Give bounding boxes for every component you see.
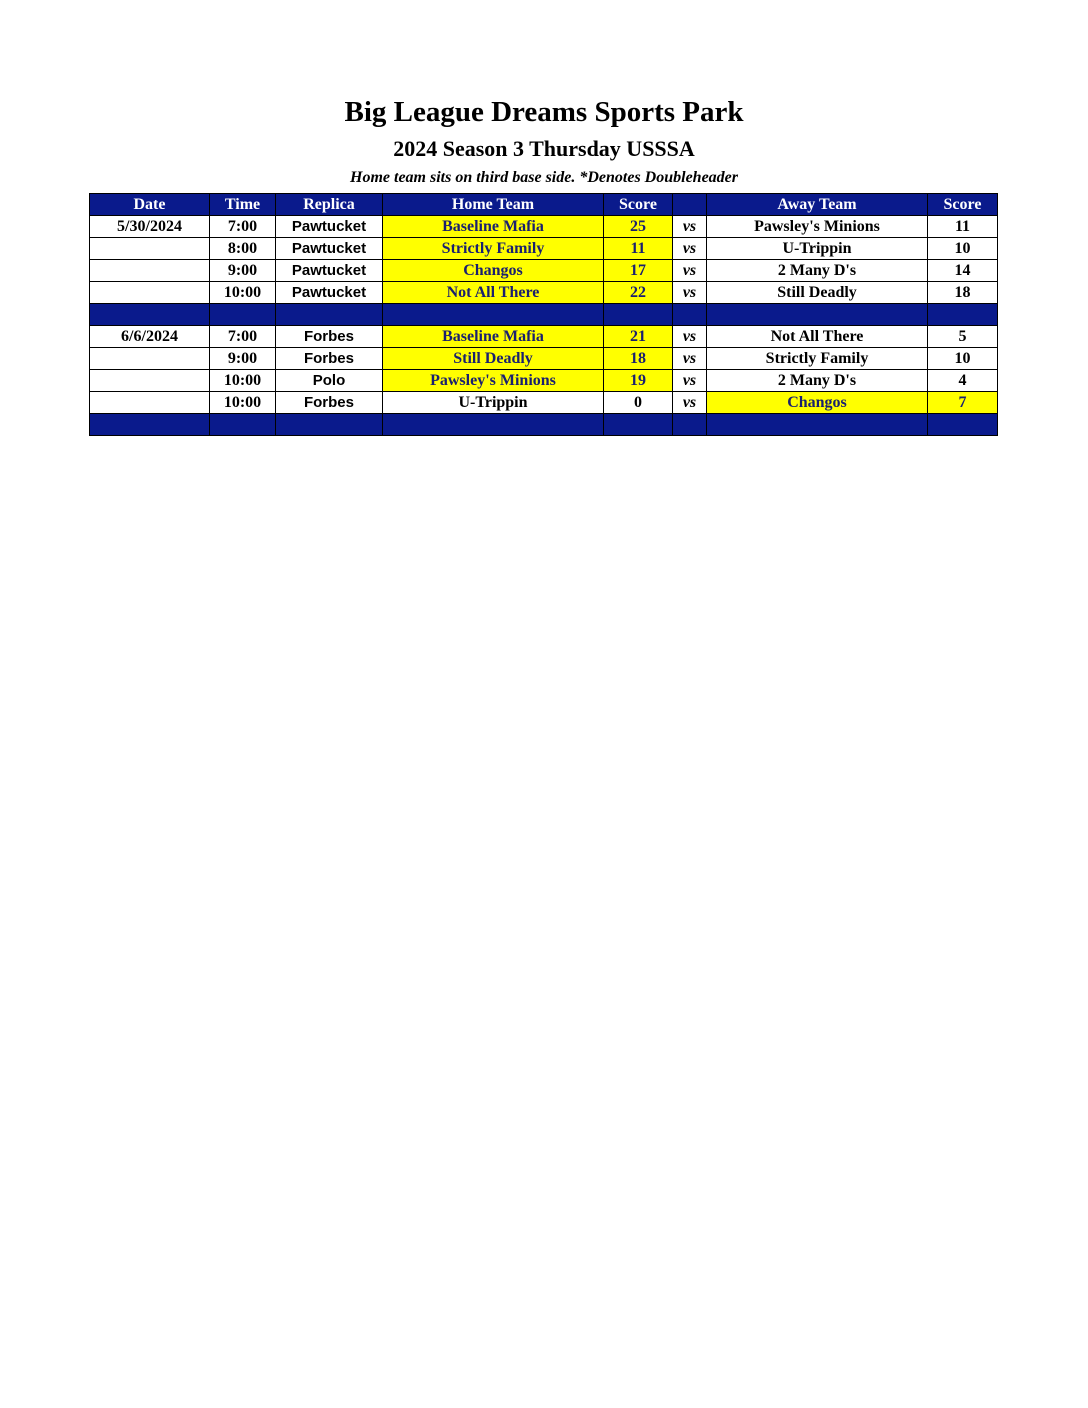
- replica-cell: Forbes: [276, 392, 383, 414]
- separator-cell: [928, 304, 998, 326]
- home-score-cell: 11: [604, 238, 673, 260]
- date-cell: [90, 260, 210, 282]
- separator-cell: [673, 304, 707, 326]
- col-header-home-score: Score: [604, 194, 673, 216]
- home-score-cell: 18: [604, 348, 673, 370]
- table-row: [90, 260, 998, 282]
- home-team-cell: Baseline Mafia: [383, 326, 604, 348]
- replica-cell: Pawtucket: [276, 216, 383, 238]
- away-team-cell: Still Deadly: [707, 282, 928, 304]
- page-title: Big League Dreams Sports Park: [344, 96, 744, 128]
- table-row: [90, 216, 998, 238]
- away-score-cell: 5: [928, 326, 998, 348]
- away-score-cell: 14: [928, 260, 998, 282]
- separator-cell: [604, 414, 673, 436]
- vs-cell: vs: [673, 260, 707, 282]
- home-team-cell: Changos: [383, 260, 604, 282]
- home-team-cell: Strictly Family: [383, 238, 604, 260]
- schedule-table: [89, 193, 998, 436]
- table-row: [90, 348, 998, 370]
- replica-cell: Forbes: [276, 348, 383, 370]
- date-cell: 5/30/2024: [90, 216, 210, 238]
- separator-cell: [673, 414, 707, 436]
- table-row: [90, 392, 998, 414]
- replica-cell: Pawtucket: [276, 238, 383, 260]
- col-header-home-team: Home Team: [383, 194, 604, 216]
- time-cell: 7:00: [210, 326, 276, 348]
- separator-cell: [90, 304, 210, 326]
- col-header-date: Date: [90, 194, 210, 216]
- replica-cell: Pawtucket: [276, 260, 383, 282]
- away-team-cell: Strictly Family: [707, 348, 928, 370]
- separator-cell: [383, 414, 604, 436]
- table-header-row: [90, 194, 998, 216]
- home-team-cell: U-Trippin: [383, 392, 604, 414]
- away-score-cell: 7: [928, 392, 998, 414]
- col-header-vs: [673, 194, 707, 216]
- separator-cell: [276, 304, 383, 326]
- home-score-cell: 21: [604, 326, 673, 348]
- separator-cell: [383, 304, 604, 326]
- away-score-cell: 18: [928, 282, 998, 304]
- table-row: [90, 238, 998, 260]
- separator-row: [90, 414, 998, 436]
- away-score-cell: 10: [928, 348, 998, 370]
- col-header-time: Time: [210, 194, 276, 216]
- away-team-cell: Pawsley's Minions: [707, 216, 928, 238]
- date-cell: 6/6/2024: [90, 326, 210, 348]
- home-score-cell: 19: [604, 370, 673, 392]
- away-team-cell: 2 Many D's: [707, 260, 928, 282]
- home-score-cell: 22: [604, 282, 673, 304]
- separator-cell: [604, 304, 673, 326]
- time-cell: 9:00: [210, 348, 276, 370]
- page-subtitle: 2024 Season 3 Thursday USSSA: [393, 136, 695, 161]
- separator-cell: [707, 304, 928, 326]
- time-cell: 10:00: [210, 370, 276, 392]
- col-header-replica: Replica: [276, 194, 383, 216]
- away-score-cell: 10: [928, 238, 998, 260]
- away-team-cell: Not All There: [707, 326, 928, 348]
- away-team-cell: Changos: [707, 392, 928, 414]
- time-cell: 9:00: [210, 260, 276, 282]
- home-team-cell: Still Deadly: [383, 348, 604, 370]
- separator-cell: [210, 304, 276, 326]
- col-header-away-team: Away Team: [707, 194, 928, 216]
- separator-cell: [90, 414, 210, 436]
- vs-cell: vs: [673, 370, 707, 392]
- separator-cell: [210, 414, 276, 436]
- date-cell: [90, 282, 210, 304]
- vs-cell: vs: [673, 238, 707, 260]
- schedule-body: [90, 216, 998, 436]
- date-cell: [90, 370, 210, 392]
- table-row: [90, 326, 998, 348]
- date-cell: [90, 348, 210, 370]
- replica-cell: Polo: [276, 370, 383, 392]
- home-team-cell: Pawsley's Minions: [383, 370, 604, 392]
- table-row: [90, 282, 998, 304]
- separator-cell: [928, 414, 998, 436]
- vs-cell: vs: [673, 326, 707, 348]
- replica-cell: Pawtucket: [276, 282, 383, 304]
- away-team-cell: U-Trippin: [707, 238, 928, 260]
- away-team-cell: 2 Many D's: [707, 370, 928, 392]
- separator-row: [90, 304, 998, 326]
- date-cell: [90, 392, 210, 414]
- time-cell: 10:00: [210, 392, 276, 414]
- time-cell: 10:00: [210, 282, 276, 304]
- home-score-cell: 25: [604, 216, 673, 238]
- vs-cell: vs: [673, 282, 707, 304]
- away-score-cell: 4: [928, 370, 998, 392]
- table-row: [90, 370, 998, 392]
- separator-cell: [707, 414, 928, 436]
- time-cell: 8:00: [210, 238, 276, 260]
- vs-cell: vs: [673, 216, 707, 238]
- separator-cell: [276, 414, 383, 436]
- time-cell: 7:00: [210, 216, 276, 238]
- home-team-cell: Baseline Mafia: [383, 216, 604, 238]
- away-score-cell: 11: [928, 216, 998, 238]
- home-team-cell: Not All There: [383, 282, 604, 304]
- vs-cell: vs: [673, 392, 707, 414]
- replica-cell: Forbes: [276, 326, 383, 348]
- vs-cell: vs: [673, 348, 707, 370]
- home-score-cell: 0: [604, 392, 673, 414]
- schedule-note: Home team sits on third base side. *Denotes Doubleheader: [350, 169, 738, 186]
- home-score-cell: 17: [604, 260, 673, 282]
- col-header-away-score: Score: [928, 194, 998, 216]
- date-cell: [90, 238, 210, 260]
